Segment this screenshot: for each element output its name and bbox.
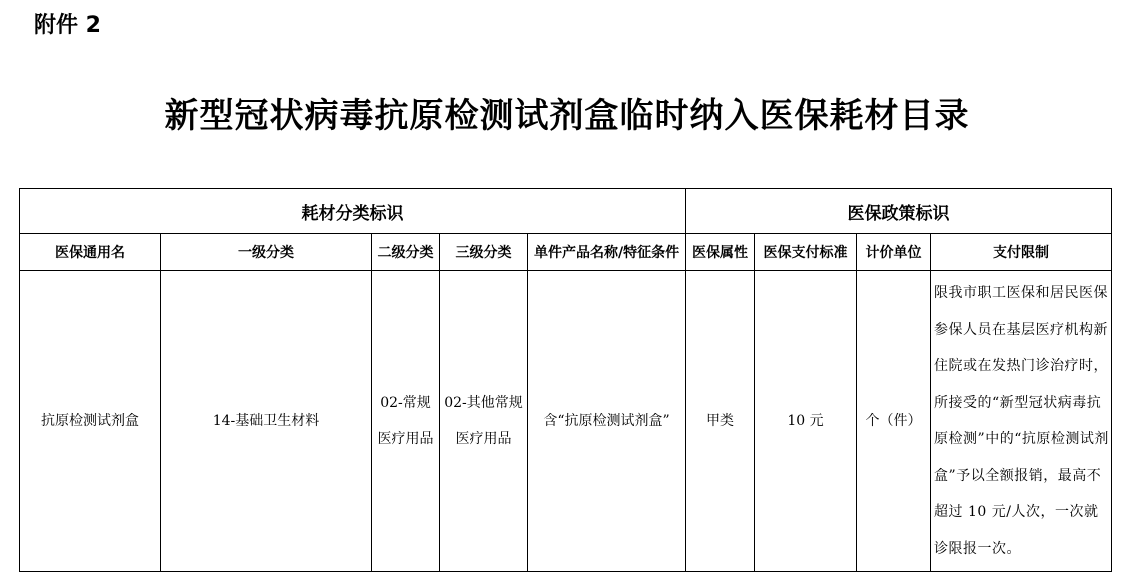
column-header: 医保通用名 [20, 234, 161, 271]
column-header: 医保支付标准 [755, 234, 857, 271]
table-row [20, 271, 1112, 572]
group-header-row [20, 189, 1112, 234]
column-header: 二级分类 [372, 234, 440, 271]
attachment-label: 附件 2 [34, 13, 101, 38]
cell-level1: 14-基础卫生材料 [161, 271, 372, 572]
column-header: 医保属性 [686, 234, 755, 271]
cell-insurance-type: 甲类 [686, 271, 755, 572]
catalog-table [19, 188, 1112, 572]
cell-level2: 02-常规医疗用品 [372, 271, 440, 572]
cell-level3: 02-其他常规医疗用品 [440, 271, 528, 572]
column-header: 支付限制 [931, 234, 1112, 271]
cell-payment-standard: 10 元 [755, 271, 857, 572]
group-header-policy: 医保政策标识 [686, 189, 1112, 234]
column-header: 计价单位 [857, 234, 931, 271]
cell-unit: 个（件） [857, 271, 931, 572]
page-title: 新型冠状病毒抗原检测试剂盒临时纳入医保耗材目录 [164, 96, 970, 136]
group-header-consumable: 耗材分类标识 [20, 189, 686, 234]
column-header: 三级分类 [440, 234, 528, 271]
cell-generic-name: 抗原检测试剂盒 [20, 271, 161, 572]
cell-restriction: 限我市职工医保和居民医保参保人员在基层医疗机构新住院或在发热门诊治疗时，所接受的“新型冠状病毒抗原检测”中的“抗原检测试剂盒”予以全额报销，最高不超过 10 元/人次，一次就诊限报一次。 [931, 271, 1112, 572]
column-header-row [20, 234, 1112, 271]
column-header: 一级分类 [161, 234, 372, 271]
column-header: 单件产品名称/特征条件 [528, 234, 686, 271]
cell-product-condition: 含“抗原检测试剂盒” [528, 271, 686, 572]
